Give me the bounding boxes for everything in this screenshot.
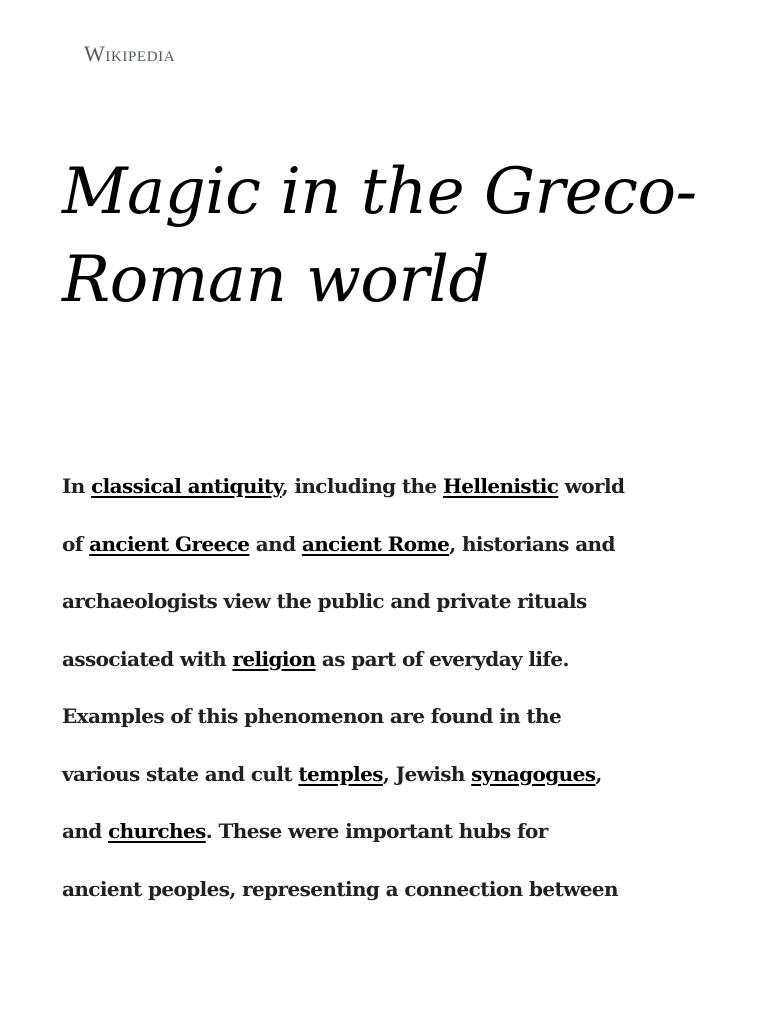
page-title (62, 148, 742, 324)
lead-paragraph (62, 458, 712, 918)
link-classical-antiquity[interactable]: classical antiquity (91, 474, 282, 498)
paragraph-line (62, 573, 712, 631)
paragraph-line (62, 746, 712, 804)
body-text: In (62, 474, 92, 498)
body-text: , (595, 761, 602, 786)
paragraph-line (62, 631, 712, 689)
body-text: and (62, 819, 109, 843)
body-text: Examples of this phenomenon are found in the (62, 704, 562, 728)
wikipedia-logo[interactable]: Wikipedia (84, 41, 176, 66)
link-hellenistic[interactable]: Hellenistic (442, 474, 559, 498)
body-text: world (558, 474, 625, 498)
body-text: . These were important hubs for (205, 819, 548, 843)
body-text: associated with (62, 646, 233, 671)
body-text: ancient peoples, representing a connection between (62, 876, 618, 901)
link-churches[interactable]: churches (108, 819, 206, 843)
body-text: archaeologists view the public and private rituals (62, 589, 587, 613)
body-text: , historians and (449, 531, 615, 556)
body-text: as part of everyday life. (315, 646, 569, 671)
link-ancient-greece[interactable]: ancient Greece (89, 531, 250, 556)
body-text: of (62, 531, 90, 556)
link-synagogues[interactable]: synagogues (471, 761, 596, 786)
body-text: , Jewish (382, 761, 472, 786)
link-ancient-rome[interactable]: ancient Rome (301, 531, 450, 556)
body-text: various state and cult (62, 761, 299, 786)
title-line: Roman world (62, 243, 489, 317)
link-temples[interactable]: temples (298, 761, 383, 786)
link-religion[interactable]: religion (232, 646, 316, 671)
body-text: and (249, 531, 302, 556)
paragraph-line (62, 803, 712, 861)
paragraph-line (62, 516, 712, 574)
title-line: Magic in the Greco- (62, 155, 697, 229)
paragraph-line (62, 458, 712, 516)
body-text: , including the (281, 474, 443, 498)
paragraph-line (62, 861, 712, 919)
paragraph-line (62, 688, 712, 746)
